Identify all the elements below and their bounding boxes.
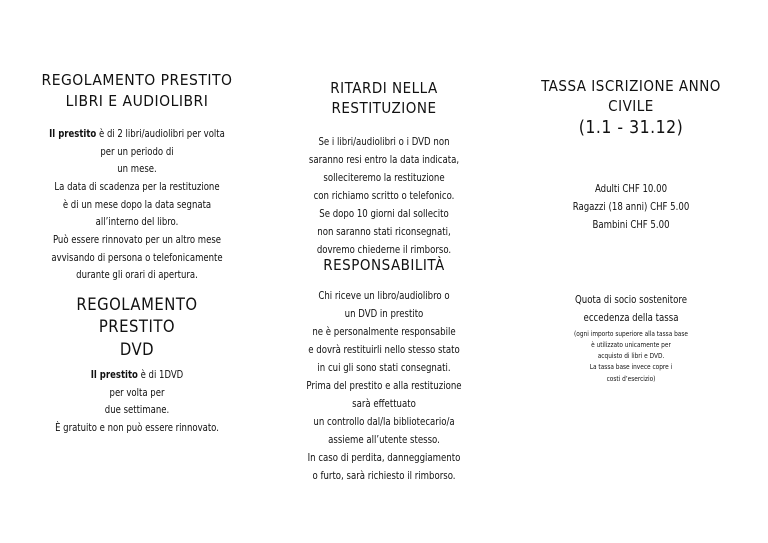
text-line: durante gli orari di apertura. <box>76 269 198 282</box>
note-line: (ogni importo superiore alla tassa base <box>574 329 688 338</box>
text-line: o furto, sarà richiesto il rimborso. <box>312 470 456 483</box>
text-line: In caso di perdita, danneggiamento <box>307 452 461 465</box>
text-line: un mese. <box>117 163 157 176</box>
lending-dvd-text <box>40 367 234 438</box>
heading-line: (1.1 - 31.12) <box>578 117 684 138</box>
text-line: Può essere rinnovato per un altro mese <box>52 234 222 247</box>
text-fragment: è di 2 libri/audiolibri per volta <box>96 127 225 140</box>
lending-dvd-title <box>40 294 234 361</box>
text-line: un controllo dal/la bibliotecario/a <box>313 416 455 429</box>
column-supporting-member <box>524 291 738 384</box>
heading-line: DVD <box>119 339 155 359</box>
text-line: con richiamo scritto o telefonico. <box>313 189 455 202</box>
text-fragment: è di 1DVD <box>137 368 184 381</box>
column-responsibility <box>284 255 484 485</box>
note-line: La tassa base invece copre i <box>589 362 673 372</box>
text-line: saranno resi entro la data indicata, <box>308 153 460 166</box>
text-line: Se dopo 10 giorni dal sollecito <box>319 207 449 220</box>
text-line: sarà effettuato <box>352 398 416 411</box>
text-line: non saranno stati riconsegnati, <box>317 225 451 238</box>
heading-line: REGOLAMENTO PRESTITO <box>41 71 233 89</box>
note-line: costi d’esercizio) <box>606 373 656 383</box>
quota-line: eccedenza della tassa <box>583 312 679 324</box>
fee-line: Ragazzi (18 anni) CHF 5.00 <box>572 201 690 214</box>
quota-line: Quota di socio sostenitore <box>575 294 687 306</box>
keyword: Il prestito <box>90 368 138 381</box>
lending-books-title <box>40 70 234 112</box>
text-line: un DVD in prestito <box>344 308 424 321</box>
text-line: per volta per <box>109 386 165 399</box>
text-line: dovremo chiederne il rimborso. <box>316 243 452 256</box>
note-line: è utilizzato unicamente per <box>591 340 671 350</box>
note-line: acquisto di libri e DVD. <box>597 351 665 361</box>
heading-line: LIBRI E AUDIOLIBRI <box>65 91 209 110</box>
text-line: in cui gli sono stati consegnati. <box>317 362 451 375</box>
heading-line: TASSA ISCRIZIONE ANNO CIVILE <box>541 77 721 116</box>
text-line: avvisando di persona o telefonicamente <box>51 251 223 264</box>
text-line: per un periodo di <box>100 145 174 158</box>
text-line: La data di scadenza per la restituzione <box>54 180 220 193</box>
text-line: assieme all’utente stesso. <box>328 434 440 447</box>
fees-list <box>524 180 738 234</box>
heading-line: REGOLAMENTO PRESTITO <box>76 295 198 337</box>
fee-line: Adulti CHF 10.00 <box>594 183 668 196</box>
column-late-returns <box>284 78 484 259</box>
text-line: all’interno del libro. <box>95 216 179 229</box>
column-fees <box>524 76 738 234</box>
text-line: solleciteremo la restituzione <box>323 171 445 184</box>
text-line: è di un mese dopo la data segnata <box>62 198 212 211</box>
lending-books-text <box>40 126 234 285</box>
text-line: È gratuito e non può essere rinnovato. <box>55 421 219 434</box>
late-returns-text <box>284 133 484 259</box>
fee-line: Bambini CHF 5.00 <box>592 219 670 232</box>
text-line: e dovrà restituirli nello stesso stato <box>308 344 460 357</box>
text-line: Chi riceve un libro/audiolibro o <box>318 290 450 303</box>
text-line: ne è personalmente responsabile <box>312 326 456 339</box>
quota-note <box>524 328 738 384</box>
column-lending-rules <box>40 70 234 285</box>
text-line: Se i libri/audiolibri o i DVD non <box>318 135 450 148</box>
column-dvd-rules <box>40 294 234 438</box>
responsibility-text <box>284 287 484 485</box>
text-line: due settimane. <box>104 404 170 417</box>
text-line <box>48 126 226 144</box>
keyword: Il prestito <box>49 127 97 140</box>
responsibility-title: RESPONSABILITÀ <box>323 256 445 274</box>
text-line <box>48 367 226 385</box>
fees-title <box>524 76 738 140</box>
text-line: Prima del prestito e alla restituzione <box>306 380 462 393</box>
late-returns-title: RITARDI NELLA RESTITUZIONE <box>330 79 438 118</box>
